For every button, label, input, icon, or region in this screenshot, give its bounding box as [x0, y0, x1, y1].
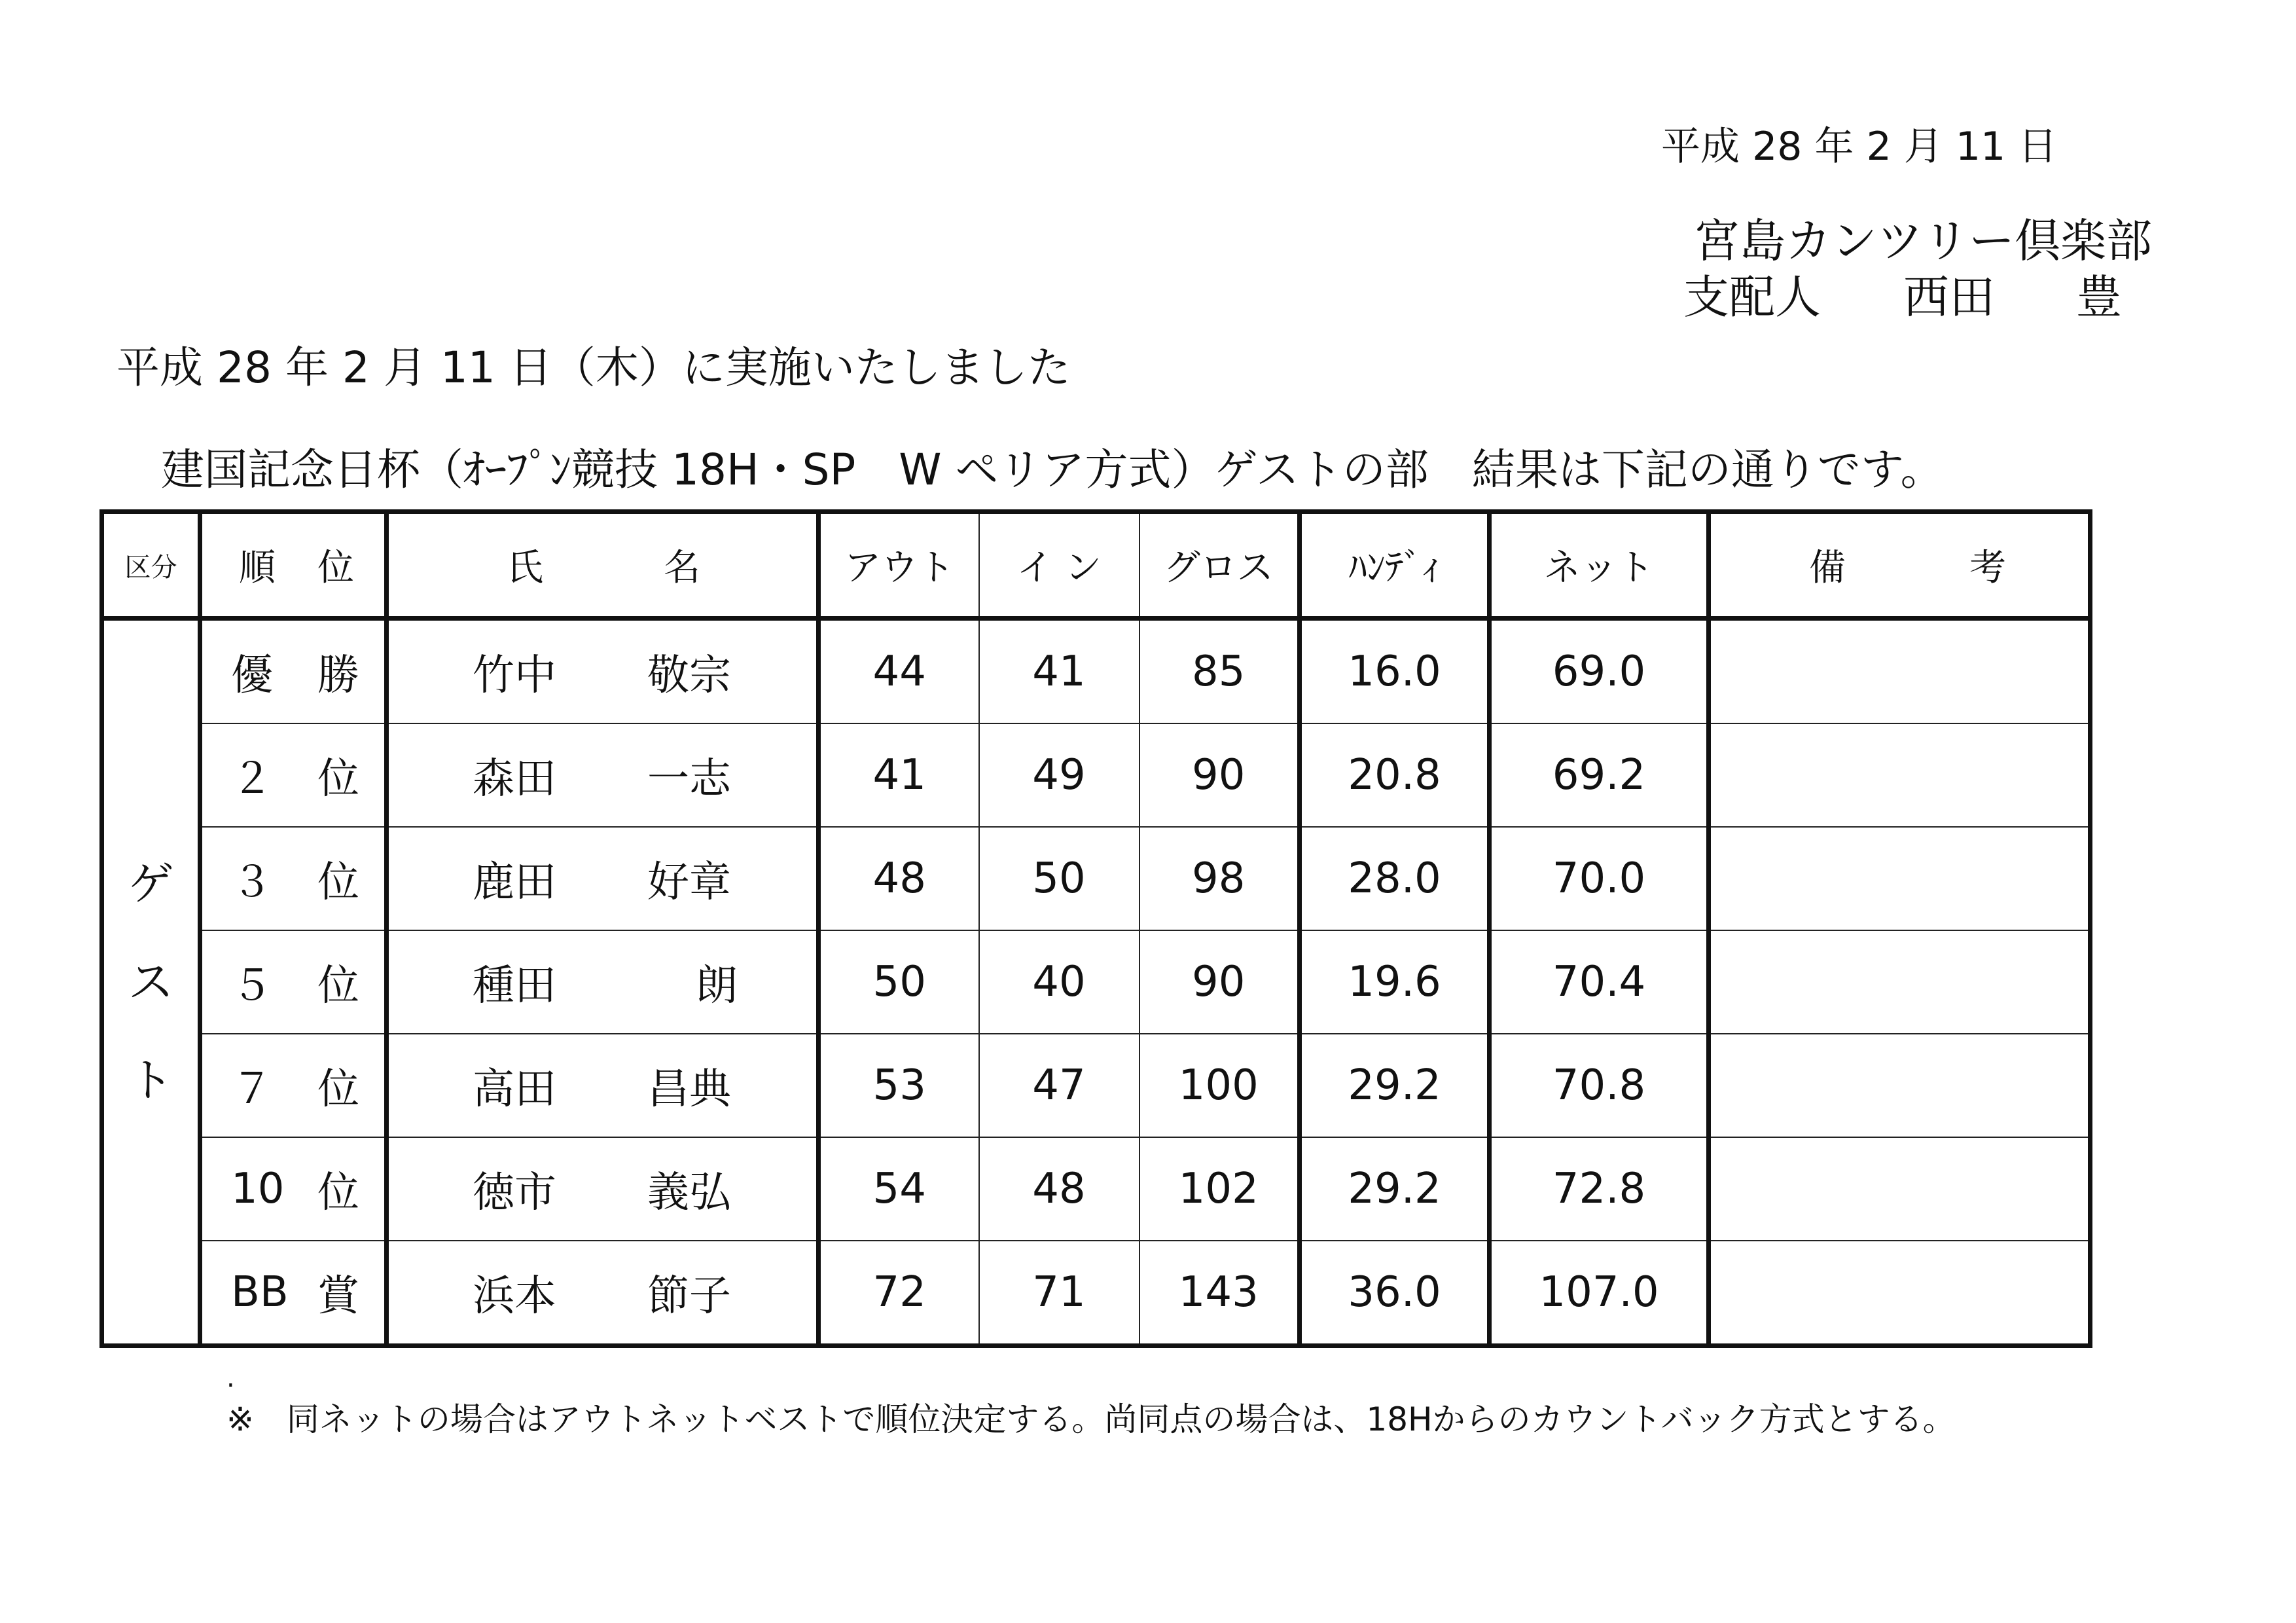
- rank-cell: ３ 位: [200, 827, 387, 930]
- handicap-cell: 28.0: [1300, 827, 1490, 930]
- division-char: ゲ: [128, 857, 174, 911]
- header-rank: [200, 512, 387, 619]
- header-name-a: 氏: [507, 547, 543, 589]
- name-cell: 種田 朗: [387, 930, 819, 1034]
- remarks-cell: [1709, 930, 2090, 1034]
- name-cell: 鹿田 好章: [387, 827, 819, 930]
- name-cell: 竹中 敬宗: [387, 619, 819, 724]
- header-handicap: ﾊﾝﾃﾞｨ: [1300, 512, 1490, 619]
- out-cell: 54: [819, 1137, 979, 1241]
- table-row: [102, 1241, 2090, 1346]
- out-cell: 41: [819, 723, 979, 827]
- handicap-cell: 19.6: [1300, 930, 1490, 1034]
- header-name-b: 名: [664, 547, 700, 589]
- out-cell: 72: [819, 1241, 979, 1346]
- gross-cell: 90: [1139, 930, 1300, 1034]
- competition-title: 建国記念日杯（ｵｰﾌﾟﾝ競技 18H・SP W ペリア方式）ゲストの部 結果は下記の通りです。: [161, 445, 1944, 495]
- rank-cell: BB 賞: [200, 1241, 387, 1346]
- out-cell: 44: [819, 619, 979, 724]
- header-remarks-b: 考: [1969, 547, 2006, 589]
- net-cell: 69.2: [1490, 723, 1709, 827]
- table-row: [102, 619, 2090, 724]
- name-cell: 高田 昌典: [387, 1034, 819, 1137]
- in-cell: 40: [979, 930, 1139, 1034]
- net-cell: 107.0: [1490, 1241, 1709, 1346]
- rank-cell: ５ 位: [200, 930, 387, 1034]
- table-row: [102, 930, 2090, 1034]
- handicap-cell: 16.0: [1300, 619, 1490, 724]
- handicap-cell: 20.8: [1300, 723, 1490, 827]
- in-cell: 49: [979, 723, 1139, 827]
- header-out: アウト: [819, 512, 979, 619]
- remarks-cell: [1709, 723, 2090, 827]
- remarks-cell: [1709, 1241, 2090, 1346]
- gross-cell: 100: [1139, 1034, 1300, 1137]
- club-name: 宮島カンツリー倶楽部: [1694, 214, 2152, 268]
- in-cell: 47: [979, 1034, 1139, 1137]
- header-rank-b: 位: [317, 547, 354, 589]
- in-cell: 71: [979, 1241, 1139, 1346]
- out-cell: 50: [819, 930, 979, 1034]
- division-char: ス: [128, 955, 174, 1009]
- name-cell: 徳市 義弘: [387, 1137, 819, 1241]
- rank-cell: 10 位: [200, 1137, 387, 1241]
- remarks-cell: [1709, 1137, 2090, 1241]
- note-dot: .: [226, 1363, 235, 1393]
- handicap-cell: 29.2: [1300, 1034, 1490, 1137]
- in-cell: 41: [979, 619, 1139, 724]
- header-name: [387, 512, 819, 619]
- header-rank-a: 順: [239, 547, 276, 589]
- manager-given-name: 豊: [2076, 270, 2122, 324]
- net-cell: 70.4: [1490, 930, 1709, 1034]
- rank-cell: 優 勝: [200, 619, 387, 724]
- header-in: イ ン: [979, 512, 1139, 619]
- gross-cell: 102: [1139, 1137, 1300, 1241]
- header-row: [102, 512, 2090, 619]
- header-gross: グロス: [1139, 512, 1300, 619]
- table-row: [102, 1034, 2090, 1137]
- net-cell: 70.0: [1490, 827, 1709, 930]
- rank-cell: ７ 位: [200, 1034, 387, 1137]
- header-division: 区分: [102, 512, 200, 619]
- division-cell: [102, 619, 200, 1346]
- manager-title: 支配人: [1683, 270, 1821, 324]
- gross-cell: 85: [1139, 619, 1300, 724]
- out-cell: 48: [819, 827, 979, 930]
- table-row: [102, 827, 2090, 930]
- manager-surname: 西田: [1903, 270, 1995, 324]
- name-cell: 森田 一志: [387, 723, 819, 827]
- handicap-cell: 29.2: [1300, 1137, 1490, 1241]
- header-remarks-a: 備: [1809, 547, 1846, 589]
- header-net: ネット: [1490, 512, 1709, 619]
- gross-cell: 90: [1139, 723, 1300, 827]
- gross-cell: 98: [1139, 827, 1300, 930]
- table-row: [102, 723, 2090, 827]
- gross-cell: 143: [1139, 1241, 1300, 1346]
- out-cell: 53: [819, 1034, 979, 1137]
- in-cell: 48: [979, 1137, 1139, 1241]
- division-char: ト: [128, 1053, 174, 1107]
- document-date: 平成 28 年 2 月 11 日: [1661, 124, 2058, 170]
- results-table: [99, 509, 2092, 1348]
- header-remarks: [1709, 512, 2090, 619]
- in-cell: 50: [979, 827, 1139, 930]
- intro-text: 平成 28 年 2 月 11 日（木）に実施いたしました: [117, 342, 1071, 393]
- net-cell: 72.8: [1490, 1137, 1709, 1241]
- remarks-cell: [1709, 619, 2090, 724]
- name-cell: 浜本 節子: [387, 1241, 819, 1346]
- handicap-cell: 36.0: [1300, 1241, 1490, 1346]
- remarks-cell: [1709, 1034, 2090, 1137]
- net-cell: 69.0: [1490, 619, 1709, 724]
- footnote: ※ 同ネットの場合はアウトネットベストで順位決定する。尚同点の場合は、18Hからのカウントバック方式とする。: [226, 1400, 1956, 1438]
- table-row: [102, 1137, 2090, 1241]
- net-cell: 70.8: [1490, 1034, 1709, 1137]
- rank-cell: ２ 位: [200, 723, 387, 827]
- remarks-cell: [1709, 827, 2090, 930]
